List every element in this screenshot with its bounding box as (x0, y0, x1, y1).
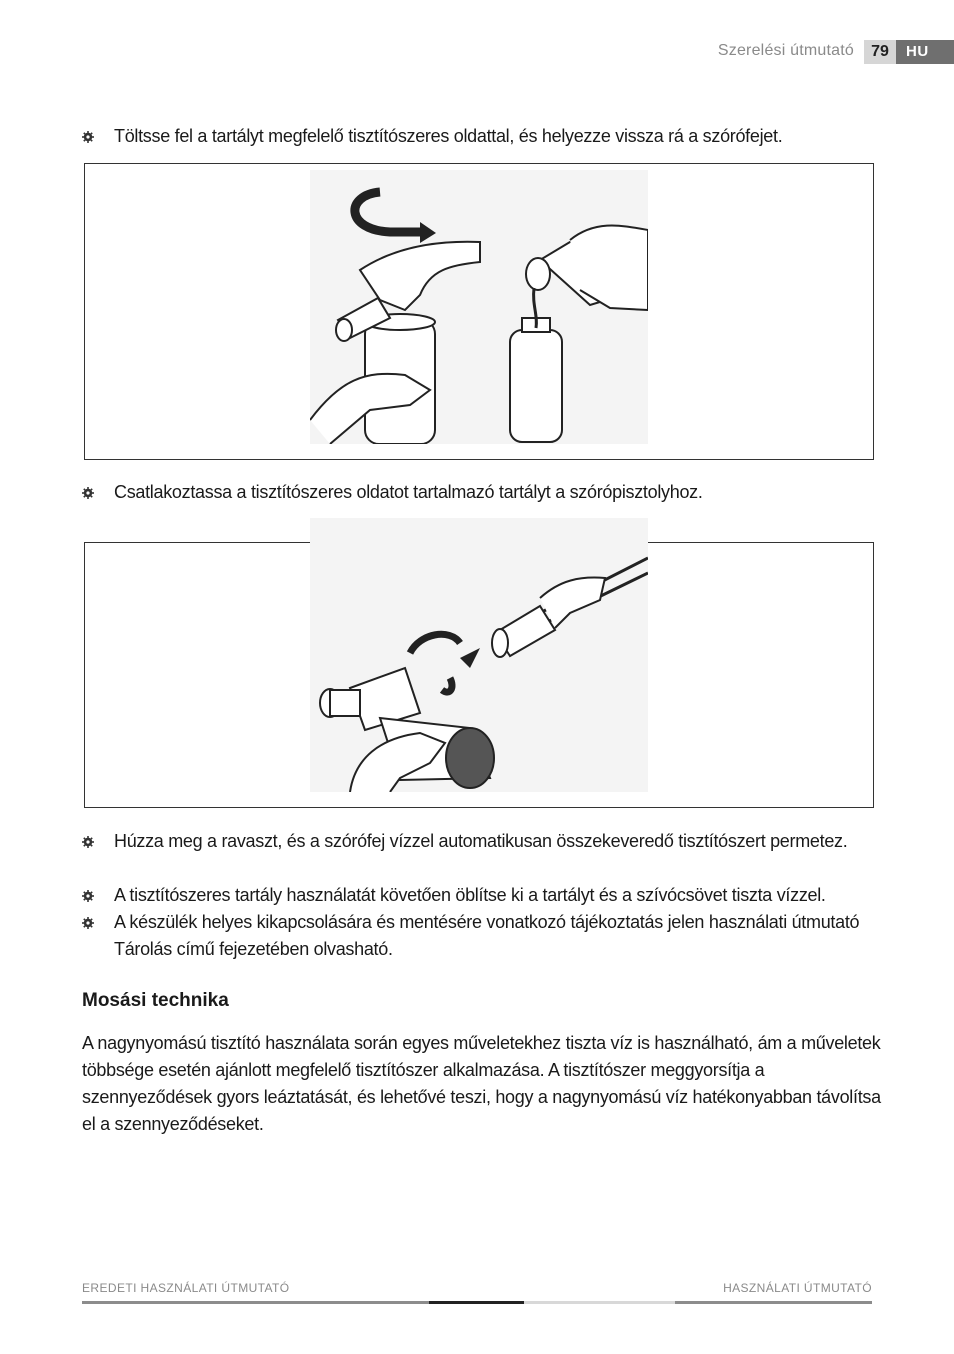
gear-bullet-icon (82, 917, 94, 929)
bullet-storage-info (82, 909, 882, 963)
refill-bottle-illustration (310, 170, 648, 444)
bullet-text: Töltsse fel a tartályt megfelelő tisztítószeres oldattal, és helyezze vissza rá a szórófejet. (114, 126, 783, 146)
gear-bullet-icon (82, 131, 94, 143)
gear-bullet-icon (82, 890, 94, 902)
bullet-fill-tank (82, 123, 882, 150)
bullet-text: Húzza meg a ravaszt, és a szórófej vízzel automatikusan összekeveredő tisztítószert permetez. (114, 831, 848, 851)
footer-bar-segment (675, 1301, 872, 1304)
footer-bar-segment (82, 1301, 429, 1304)
footer-bar-segment (429, 1301, 524, 1304)
bullet-text: A tisztítószeres tartály használatát követően öblítse ki a tartályt és a szívócsövet tiszta vízzel. (114, 885, 826, 905)
bullet-pull-trigger (82, 828, 882, 855)
footer-left-label: EREDETI HASZNÁLATI ÚTMUTATÓ (82, 1281, 290, 1295)
section-paragraph: A nagynyomású tisztító használata során egyes műveletekhez tiszta víz is használható, ám a műveletek többsége esetén ajánlott megfelelő tisztítószer alkalmazása. A tisztítószer meggyorsítja a szennyeződések gyors leáztatását, és lehetővé teszi, hogy a nagynyomású víz hatékonyabban távolítsa el a szennyeződéseket. (82, 1033, 881, 1134)
language-badge: HU (896, 40, 954, 64)
footer-right-label: HASZNÁLATI ÚTMUTATÓ (723, 1281, 872, 1295)
bullet-text: Csatlakoztassa a tisztítószeres oldatot tartalmazó tartályt a szórópisztolyhoz. (114, 482, 703, 502)
gear-bullet-icon (82, 487, 94, 499)
running-header-title: Szerelési útmutató (717, 42, 854, 59)
footer-bar-segment (524, 1301, 675, 1304)
gear-bullet-icon (82, 836, 94, 848)
bullet-text: A készülék helyes kikapcsolására és mentésére vonatkozó tájékoztatás jelen használati útmutató Tárolás című fejezetében olvasható. (114, 912, 860, 959)
page-number: 79 (864, 40, 896, 64)
bullet-rinse-tank (82, 882, 882, 909)
attach-bottle-illustration (310, 518, 648, 792)
bullet-connect-tank (82, 479, 882, 506)
section-heading: Mosási technika (82, 990, 229, 1011)
